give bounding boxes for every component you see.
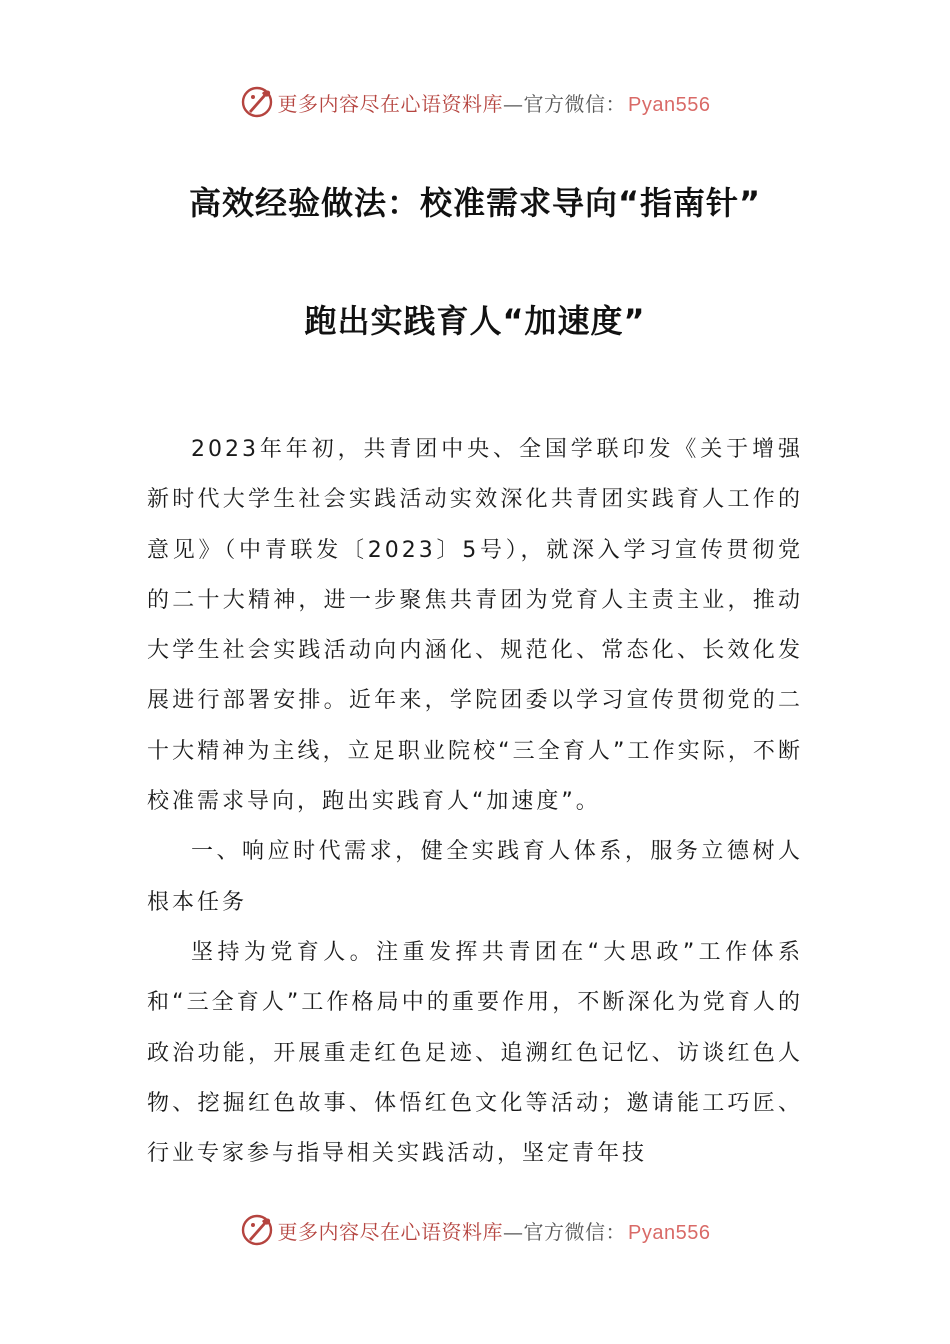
document-body [147, 425, 803, 1179]
watermark-banner-bottom [0, 1210, 950, 1250]
quill-pen-logo-icon [240, 1213, 274, 1247]
watermark-text [278, 88, 711, 117]
watermark-wechat-id: Pyan556 [628, 93, 711, 116]
section-heading: 一、响应时代需求，健全实践育人体系，服务立德树人根本任务 [147, 839, 803, 915]
document-title-line-1: 高效经验做法：校准需求导向“指南针” [188, 184, 762, 222]
watermark-site: 更多内容尽在心语资料库 [277, 91, 504, 116]
watermark-site: 更多内容尽在心语资料库 [277, 1219, 504, 1244]
watermark-dash: — [503, 91, 524, 116]
watermark-wechat-id: Pyan556 [628, 1221, 711, 1244]
watermark-banner-top [0, 82, 950, 122]
watermark-text [278, 1216, 711, 1245]
quill-pen-logo-icon [240, 85, 274, 119]
watermark-dash: — [503, 1219, 524, 1244]
watermark-wechat-label: 官方微信： [523, 1219, 627, 1244]
body-paragraph: 2023年年初，共青团中央、全国学联印发《关于增强新时代大学生社会实践活动实效深化共青团实践育人工作的意见》（中青联发〔2023〕5号），就深入学习宣传贯彻党的二十大精神，进一步聚焦共青团为党育人主责主业，推动大学生社会实践活动向内涵化、规范化、常态化、长效化发展进行部署安排。近年来，学院团委以学习宣传贯彻党的二十大精神为主线，立足职业院校“三全育人”工作实际，不断校准需求导向，跑出实践育人“加速度”。 [147, 437, 803, 815]
document-title-line-2: 跑出实践育人“加速度” [304, 302, 646, 340]
body-paragraph: 坚持为党育人。注重发挥共青团在“大思政”工作体系和“三全育人”工作格局中的重要作用，不断深化为党育人的政治功能，开展重走红色足迹、追溯红色记忆、访谈红色人物、挖掘红色故事、体悟红色文化等活动；邀请能工巧匠、行业专家参与指导相关实践活动，坚定青年技 [147, 939, 803, 1167]
watermark-wechat-label: 官方微信： [523, 91, 627, 116]
